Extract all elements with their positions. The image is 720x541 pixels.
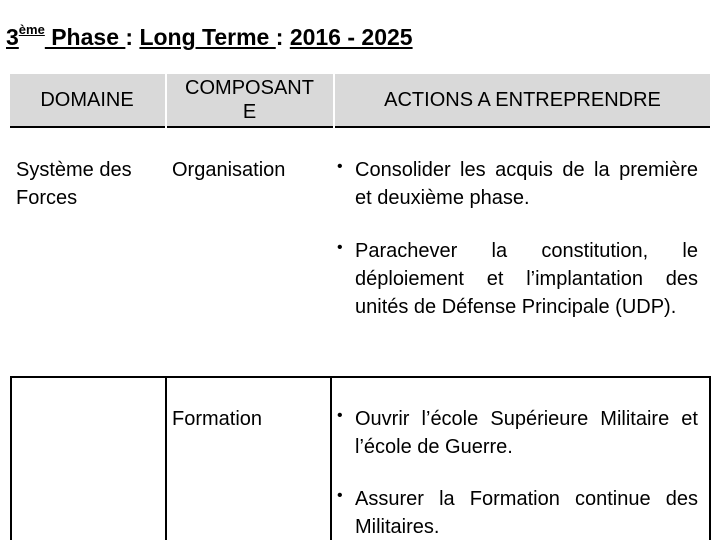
bullet-icon: • (337, 239, 343, 256)
bullet-icon: • (337, 407, 343, 424)
title-sep1: : (125, 24, 140, 50)
row1-composante: Organisation (172, 159, 286, 181)
title-sup: ème (18, 22, 45, 37)
column-divider (333, 74, 335, 128)
row2-action1: Ouvrir l’école Supérieure Militaire et l’école de Guerre. (355, 408, 698, 458)
row-divider (10, 376, 710, 378)
row1-domaine (16, 156, 166, 212)
row2-action2: Assurer la Formation continue des Militaires. (355, 488, 698, 538)
title-term: Long Terme (139, 24, 276, 50)
page-title (6, 24, 413, 51)
header-composante-line1: COMPOSANT (185, 77, 314, 99)
header-domaine: DOMAINE (40, 89, 134, 111)
bullet-icon: • (337, 487, 343, 504)
bullet-icon: • (337, 158, 343, 175)
row2-composante: Formation (172, 408, 263, 430)
table-right-border (709, 376, 711, 540)
table-left-border (10, 376, 12, 540)
table-header (10, 74, 710, 128)
title-years: 2016 - 2025 (289, 24, 413, 50)
column-divider (165, 376, 167, 540)
header-actions: ACTIONS A ENTREPRENDRE (384, 89, 661, 111)
title-phase: Phase (44, 24, 126, 50)
title-prefix: 3 (6, 24, 19, 50)
header-composante-line2: E (242, 101, 257, 123)
row1-action2: Parachever la constitution, le déploiement et l’implantation des unités de Défense Principale (UDP). (355, 240, 698, 318)
row1-action1: Consolider les acquis de la première et deuxième phase. (355, 159, 698, 209)
row1-domaine-line2: Forces (16, 187, 78, 209)
column-divider (165, 74, 167, 128)
row1-domaine-line1: Système des (16, 159, 132, 181)
column-divider (330, 376, 332, 540)
title-sep2: : (275, 24, 290, 50)
header-composante (167, 74, 332, 126)
